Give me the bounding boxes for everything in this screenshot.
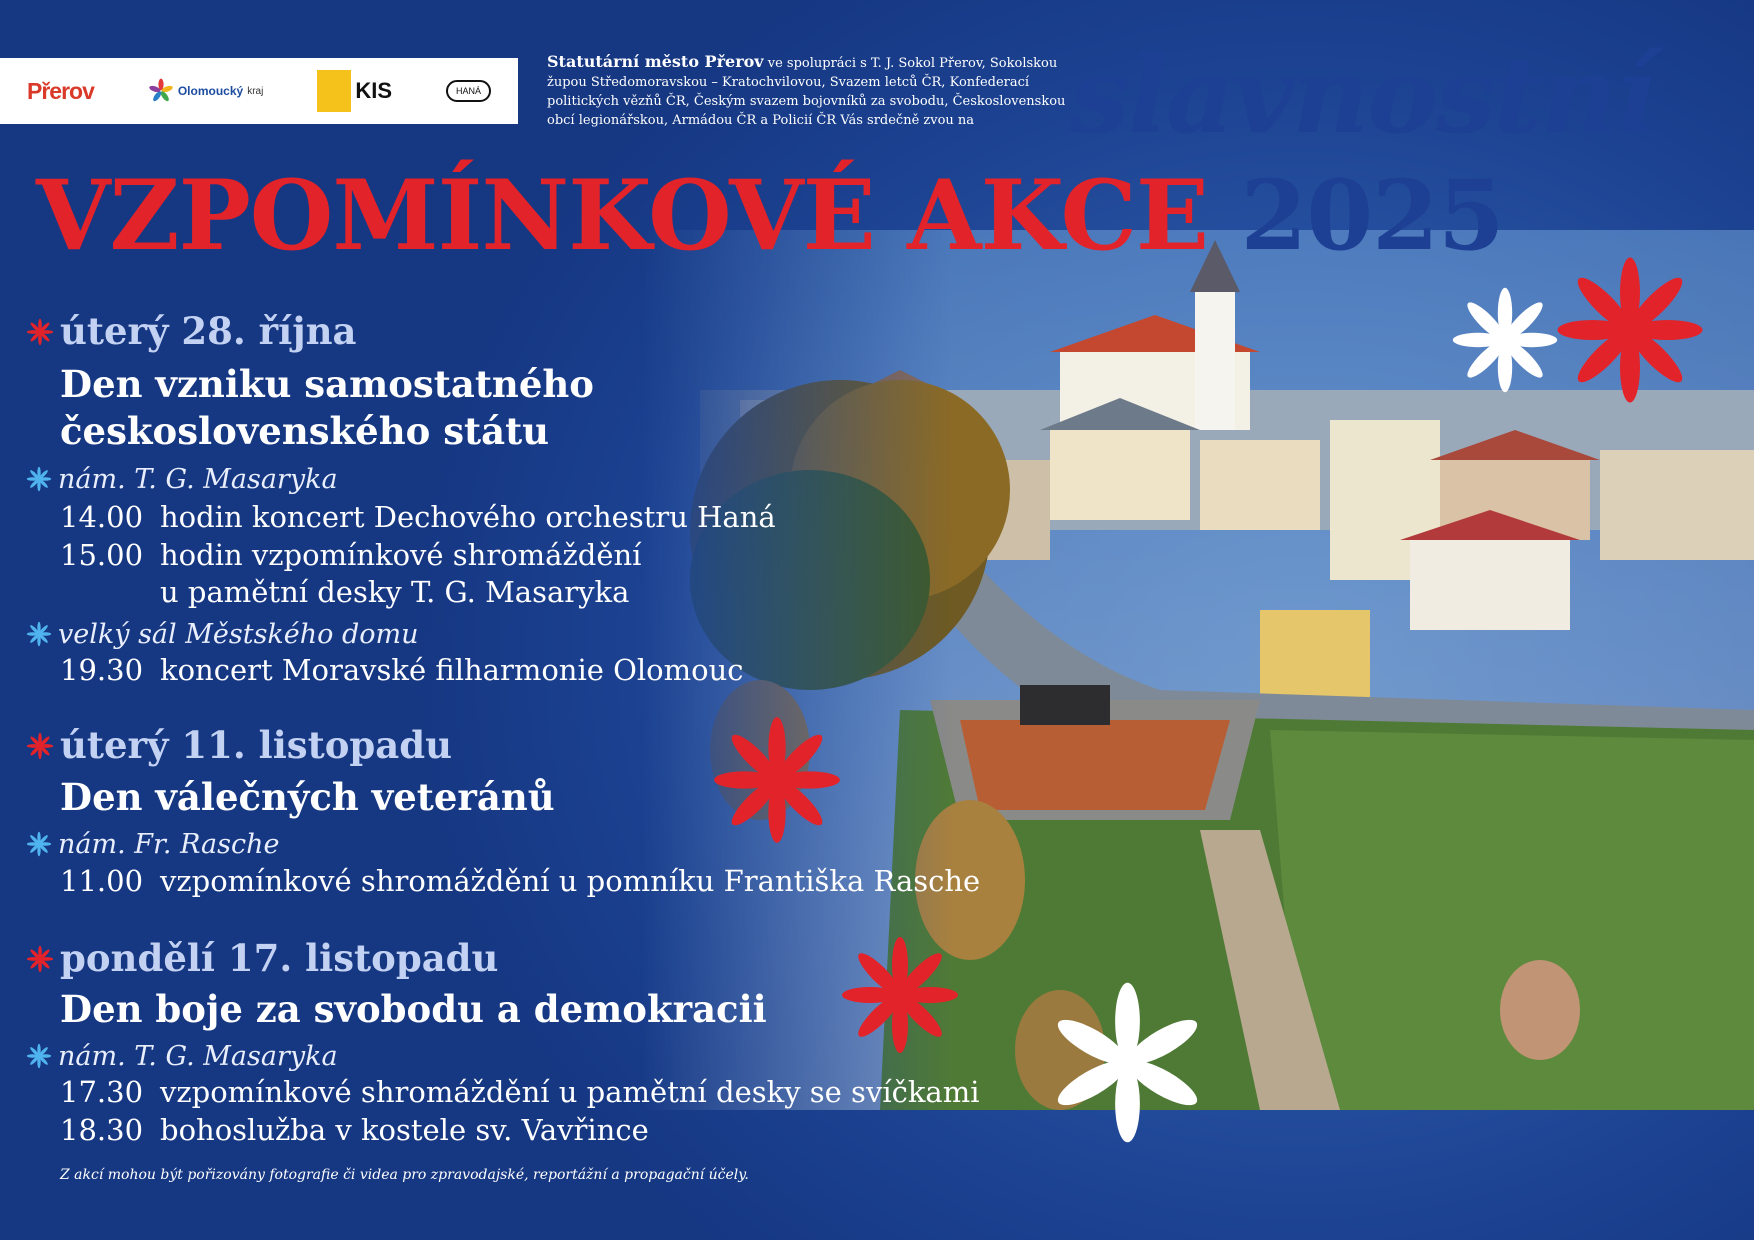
event-row: 15.00 hodin vzpomínkové shromáždění u pamětní desky T. G. Masaryka <box>60 538 642 609</box>
olomoucky-kraj-logo: Olomoucký kraj <box>148 78 263 104</box>
blue-asterisk-icon <box>26 466 52 492</box>
location-label: nám. T. G. Masaryka <box>58 464 338 495</box>
red-asterisk-icon <box>26 945 54 973</box>
red-flower-icon <box>840 935 960 1055</box>
main-heading-text: VZPOMÍNKOVÉ AKCE <box>36 159 1209 272</box>
slavnostni-heading: slavnostní <box>1070 32 1654 157</box>
event-row: 14.00 hodin koncert Dechového orchestru Haná <box>60 500 776 534</box>
event-row: 11.00 vzpomínkové shromáždění u pomníku Františka Rasche <box>60 864 981 898</box>
partner-logos <box>0 58 518 124</box>
red-asterisk-icon <box>26 732 54 760</box>
location-label: nám. T. G. Masaryka <box>58 1041 338 1072</box>
blue-asterisk-icon <box>26 1043 52 1069</box>
location-label: nám. Fr. Rasche <box>58 829 280 860</box>
section-day: pondělí 17. listopadu <box>60 936 499 980</box>
section-title: Den vzniku samostatného československého státu <box>60 362 594 453</box>
section-title: Den boje za svobodu a demokracii <box>60 987 767 1031</box>
main-heading <box>36 159 1504 272</box>
kis-yellow-box <box>317 70 351 112</box>
flower-logo-icon <box>148 78 174 104</box>
white-flower-icon <box>1450 285 1560 395</box>
event-row: 18.30 bohoslužba v kostele sv. Vavřince <box>60 1113 649 1147</box>
year-heading: 2025 <box>1240 159 1504 272</box>
event-row: 19.30 koncert Moravské filharmonie Olomouc <box>60 653 744 687</box>
prerov-logo: Přerov <box>26 77 94 104</box>
red-flower-icon <box>1555 255 1705 405</box>
kis-logo: KIS <box>317 70 392 112</box>
white-flower-icon <box>1045 980 1210 1145</box>
blue-asterisk-icon <box>26 831 52 857</box>
hana-logo: HANÁ <box>446 80 491 102</box>
section-title: Den válečných veteránů <box>60 775 555 819</box>
location-label: velký sál Městského domu <box>58 619 419 650</box>
intro-text: Statutární město Přerov ve spolupráci s T. J. Sokol Přerov, Sokolskou župou Středomoravskou – Kratochvilovou, Svazem letců ČR, Konfederací politických vězňů ČR, Českým svazem bojovníků za svobodu, Československou obcí legionářskou, Armádou ČR a Policií ČR Vás srdečně zvou na <box>547 52 1066 128</box>
red-flower-icon <box>712 715 842 845</box>
section-day: úterý 11. listopadu <box>60 723 452 767</box>
red-asterisk-icon <box>26 318 54 346</box>
section-day: úterý 28. října <box>60 309 357 353</box>
disclaimer: Z akcí mohou být pořizovány fotografie či videa pro zpravodajské, reportážní a propagační účely. <box>60 1167 749 1183</box>
blue-asterisk-icon <box>26 621 52 647</box>
event-row: 17.30 vzpomínkové shromáždění u pamětní desky se svíčkami <box>60 1075 980 1109</box>
